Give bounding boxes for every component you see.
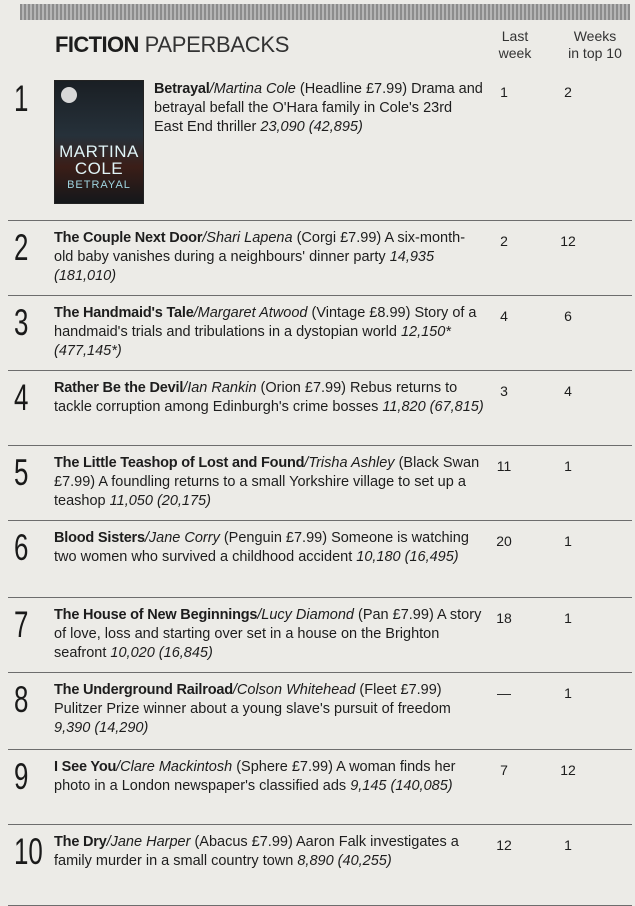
book-blurb: (Vintage £8.99) Story of a handmaid's trials and tribulations in a dystopian world [54, 305, 477, 340]
rank-number: 7 [14, 604, 29, 645]
column-header-last-week [490, 28, 540, 62]
weeks-in-top-10-value: 12 [560, 762, 576, 778]
last-week-value: 20 [496, 533, 512, 549]
rank-number: 2 [14, 227, 29, 268]
rank-number: 10 [14, 831, 43, 872]
book-sales: 10,020 (16,845) [110, 645, 213, 661]
weeks-in-top-10-value: 12 [560, 233, 576, 249]
last-week-value: 4 [500, 308, 508, 324]
list-item [8, 296, 632, 371]
column-header-last-week-line2: week [498, 45, 532, 61]
book-blurb: (Orion £7.99) Rebus returns to tackle corruption among Edinburgh's crime bosses [54, 380, 458, 415]
rank-number: 1 [14, 78, 29, 119]
book-description [54, 681, 484, 738]
book-description [54, 606, 484, 663]
book-description [54, 229, 484, 286]
last-week-value: 12 [496, 837, 512, 853]
cover-author-line1: MARTINA [59, 142, 139, 161]
column-header-weeks-in-top-10 [555, 28, 635, 62]
book-blurb: (Sphere £7.99) A woman finds her photo in a London newspaper's classified ads [54, 759, 456, 794]
book-sales: 23,090 (42,895) [260, 119, 363, 135]
book-author: /Lucy Diamond [257, 607, 354, 623]
book-description [54, 529, 484, 567]
book-title: The Couple Next Door [54, 230, 203, 246]
book-sales: 12,150* (477,145*) [54, 324, 451, 359]
book-blurb: (Headline £7.99) Drama and betrayal befall the O'Hara family in Cole's 23rd East End thriller [154, 81, 483, 135]
weeks-in-top-10-value: 1 [564, 458, 572, 474]
book-description [54, 758, 484, 796]
book-description [54, 304, 484, 361]
list-item [8, 446, 632, 521]
list-item [8, 221, 632, 296]
book-author: /Jane Corry [144, 530, 220, 546]
list-item [8, 825, 632, 906]
page-title [55, 32, 289, 58]
book-author: /Martina Cole [209, 81, 296, 97]
book-author: /Trisha Ashley [304, 455, 395, 471]
book-title: The Handmaid's Tale [54, 305, 194, 321]
column-header-weeks-line1: Weeks [573, 28, 617, 44]
book-description [54, 379, 484, 417]
list-item [8, 598, 632, 673]
last-week-value: 3 [500, 383, 508, 399]
book-description [54, 833, 484, 871]
book-blurb: (Fleet £7.99) Pulitzer Prize winner about a young slave's pursuit of freedom [54, 682, 451, 717]
book-author: /Jane Harper [106, 834, 191, 850]
book-author: /Ian Rankin [183, 380, 257, 396]
weeks-in-top-10-value: 1 [564, 610, 572, 626]
book-sales: 9,390 (14,290) [54, 720, 149, 736]
last-week-value: — [497, 685, 511, 701]
weeks-in-top-10-value: 4 [564, 383, 572, 399]
book-blurb: (Black Swan £7.99) A foundling returns to a small Yorkshire village to set up a teashop [54, 455, 480, 509]
book-sales: 11,050 (20,175) [109, 493, 211, 509]
weeks-in-top-10-value: 1 [564, 533, 572, 549]
book-description [54, 454, 484, 511]
title-light: PAPERBACKS [144, 32, 290, 57]
book-sales: 9,145 (140,085) [350, 778, 453, 794]
book-title: The House of New Beginnings [54, 607, 258, 623]
weeks-in-top-10-value: 1 [564, 685, 572, 701]
list-item [8, 521, 632, 598]
last-week-value: 1 [500, 84, 508, 100]
title-bold: FICTION [55, 32, 139, 57]
column-header-weeks-line2: in top 10 [568, 45, 622, 61]
rank-number: 6 [14, 527, 29, 568]
book-sales: 10,180 (16,495) [356, 549, 459, 565]
bestseller-list [8, 72, 632, 906]
book-blurb: (Penguin £7.99) Someone is watching two women who survived a childhood accident [54, 530, 469, 565]
book-author: /Clare Mackintosh [116, 759, 233, 775]
book-title: The Little Teashop of Lost and Found [54, 455, 305, 471]
list-item [8, 750, 632, 825]
rank-number: 3 [14, 302, 29, 343]
weeks-in-top-10-value: 6 [564, 308, 572, 324]
rank-number: 9 [14, 756, 29, 797]
last-week-value: 18 [496, 610, 512, 626]
cover-title: BETRAYAL [67, 179, 131, 191]
last-week-value: 11 [496, 458, 512, 474]
book-title: The Dry [54, 834, 107, 850]
book-author: /Margaret Atwood [193, 305, 308, 321]
rank-number: 5 [14, 452, 29, 493]
book-title: Blood Sisters [54, 530, 145, 546]
book-title: The Underground Railroad [54, 682, 233, 698]
column-header-last-week-line1: Last [501, 28, 529, 44]
cover-author [55, 143, 143, 177]
book-blurb: (Corgi £7.99) A six-month-old baby vanishes during a neighbours' dinner party [54, 230, 466, 265]
book-blurb: (Abacus £7.99) Aaron Falk investigates a family murder in a small country town [54, 834, 459, 869]
book-title: I See You [54, 759, 117, 775]
rank-number: 4 [14, 377, 29, 418]
book-author: /Shari Lapena [202, 230, 293, 246]
book-cover-image [54, 80, 144, 204]
book-author: /Colson Whitehead [232, 682, 356, 698]
top-rule [20, 4, 630, 20]
cover-badge [61, 87, 77, 103]
last-week-value: 7 [500, 762, 508, 778]
weeks-in-top-10-value: 2 [564, 84, 572, 100]
list-item [8, 72, 632, 221]
chart-header [55, 28, 635, 72]
book-blurb: (Pan £7.99) A story of love, loss and starting over set in a house on the Brighton seafront [54, 607, 482, 661]
book-title: Betrayal [154, 81, 210, 97]
list-item [8, 673, 632, 750]
weeks-in-top-10-value: 1 [564, 837, 572, 853]
cover-author-line2: COLE [74, 159, 124, 178]
book-description [154, 80, 484, 137]
rank-number: 8 [14, 679, 29, 720]
book-title: Rather Be the Devil [54, 380, 184, 396]
last-week-value: 2 [500, 233, 508, 249]
list-item [8, 371, 632, 446]
book-sales: 11,820 (67,815) [382, 399, 484, 415]
book-sales: 8,890 (40,255) [297, 853, 392, 869]
book-sales: 14,935 (181,010) [54, 249, 435, 284]
